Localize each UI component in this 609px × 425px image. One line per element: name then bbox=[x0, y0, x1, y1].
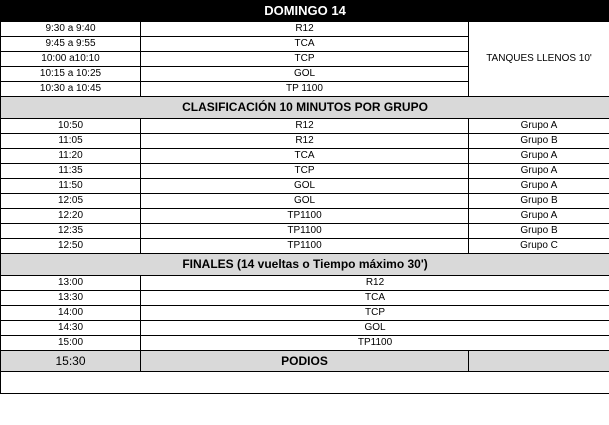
fuel-note: TANQUES LLENOS 10' bbox=[469, 22, 609, 97]
section-header-row bbox=[1, 254, 609, 276]
event-cell: TCA bbox=[141, 149, 469, 164]
group-cell: Grupo B bbox=[469, 194, 609, 209]
event-cell: TCP bbox=[141, 306, 609, 321]
event-cell: TP1100 bbox=[141, 239, 469, 254]
table-row bbox=[1, 276, 609, 291]
table-row bbox=[1, 149, 609, 164]
podium-label: PODIOS bbox=[141, 351, 469, 372]
time-cell: 9:30 a 9:40 bbox=[1, 22, 141, 37]
event-cell: TCP bbox=[141, 52, 469, 67]
time-cell: 12:35 bbox=[1, 224, 141, 239]
schedule-body bbox=[1, 1, 609, 394]
event-cell: GOL bbox=[141, 179, 469, 194]
table-row bbox=[1, 306, 609, 321]
time-cell: 13:30 bbox=[1, 291, 141, 306]
event-cell: TCA bbox=[141, 291, 609, 306]
time-cell: 13:00 bbox=[1, 276, 141, 291]
group-cell: Grupo A bbox=[469, 149, 609, 164]
event-cell: TP 1100 bbox=[141, 82, 469, 97]
blank-cell bbox=[1, 372, 609, 394]
finals-section-title: FINALES (14 vueltas o Tiempo máximo 30') bbox=[1, 254, 609, 276]
table-row bbox=[1, 164, 609, 179]
time-cell: 10:50 bbox=[1, 119, 141, 134]
table-row bbox=[1, 194, 609, 209]
time-cell: 11:35 bbox=[1, 164, 141, 179]
table-row bbox=[1, 291, 609, 306]
time-cell: 11:05 bbox=[1, 134, 141, 149]
time-cell: 12:20 bbox=[1, 209, 141, 224]
group-cell: Grupo A bbox=[469, 119, 609, 134]
section-header-row bbox=[1, 97, 609, 119]
table-row bbox=[1, 22, 609, 37]
event-cell: GOL bbox=[141, 67, 469, 82]
group-cell: Grupo B bbox=[469, 224, 609, 239]
qualifying-section-title: CLASIFICACIÓN 10 MINUTOS POR GRUPO bbox=[1, 97, 609, 119]
event-cell: GOL bbox=[141, 321, 609, 336]
event-cell: TCA bbox=[141, 37, 469, 52]
table-row bbox=[1, 336, 609, 351]
table-row bbox=[1, 209, 609, 224]
event-cell: R12 bbox=[141, 276, 609, 291]
podium-empty-cell bbox=[469, 351, 609, 372]
podium-row bbox=[1, 351, 609, 372]
table-row bbox=[1, 179, 609, 194]
event-cell: TP1100 bbox=[141, 336, 609, 351]
event-cell: R12 bbox=[141, 134, 469, 149]
event-cell: TP1100 bbox=[141, 224, 469, 239]
event-cell: TCP bbox=[141, 164, 469, 179]
event-cell: TP1100 bbox=[141, 209, 469, 224]
title-row bbox=[1, 1, 609, 22]
group-cell: Grupo B bbox=[469, 134, 609, 149]
time-cell: 15:00 bbox=[1, 336, 141, 351]
time-cell: 9:45 a 9:55 bbox=[1, 37, 141, 52]
table-row bbox=[1, 224, 609, 239]
time-cell: 14:00 bbox=[1, 306, 141, 321]
time-cell: 11:20 bbox=[1, 149, 141, 164]
podium-time: 15:30 bbox=[1, 351, 141, 372]
event-cell: R12 bbox=[141, 119, 469, 134]
day-title: DOMINGO 14 bbox=[1, 1, 609, 22]
time-cell: 12:50 bbox=[1, 239, 141, 254]
event-cell: R12 bbox=[141, 22, 469, 37]
group-cell: Grupo A bbox=[469, 164, 609, 179]
time-cell: 12:05 bbox=[1, 194, 141, 209]
event-cell: GOL bbox=[141, 194, 469, 209]
time-cell: 10:30 a 10:45 bbox=[1, 82, 141, 97]
time-cell: 14:30 bbox=[1, 321, 141, 336]
time-cell: 10:00 a10:10 bbox=[1, 52, 141, 67]
table-row bbox=[1, 119, 609, 134]
blank-row bbox=[1, 372, 609, 394]
group-cell: Grupo A bbox=[469, 179, 609, 194]
time-cell: 10:15 a 10:25 bbox=[1, 67, 141, 82]
table-row bbox=[1, 239, 609, 254]
table-row bbox=[1, 134, 609, 149]
group-cell: Grupo C bbox=[469, 239, 609, 254]
table-row bbox=[1, 321, 609, 336]
time-cell: 11:50 bbox=[1, 179, 141, 194]
group-cell: Grupo A bbox=[469, 209, 609, 224]
